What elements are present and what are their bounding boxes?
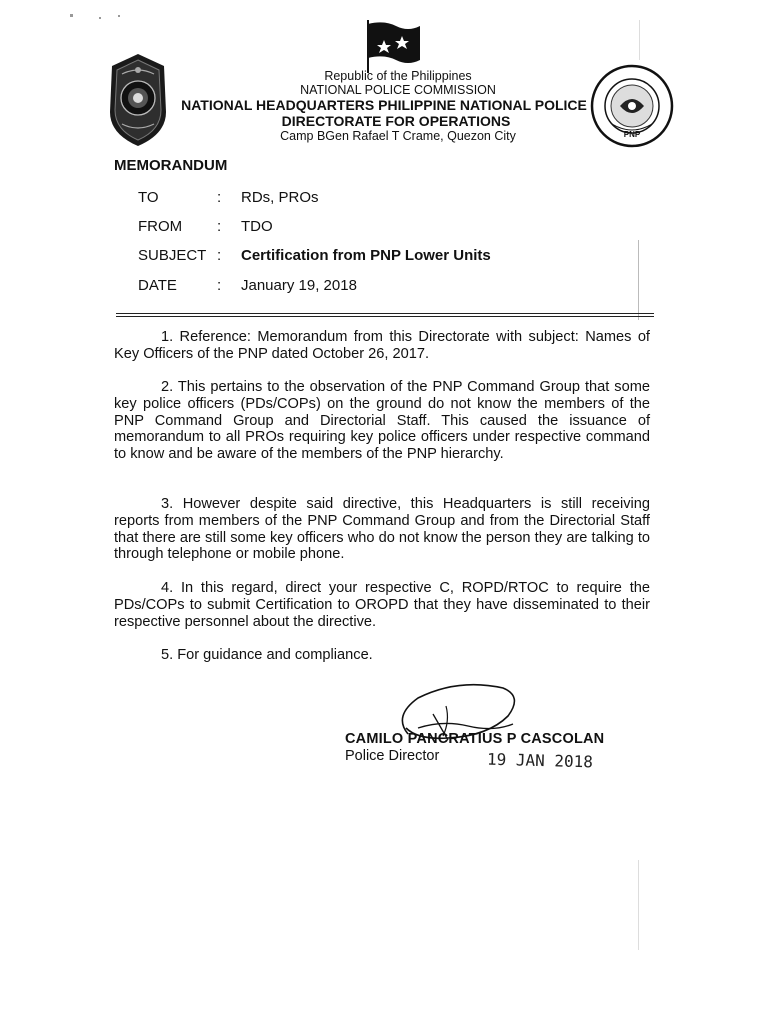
scan-speck — [70, 14, 73, 17]
paragraph-5: 5. For guidance and compliance. — [161, 647, 373, 663]
seal-text-bottom: PNP — [623, 130, 641, 139]
field-value: Certification from PNP Lower Units — [241, 247, 491, 264]
header-divider — [116, 316, 654, 317]
paragraph-4: 4. In this regard, direct your respective C, ROPD/RTOC to require the PDs/COPs to submit Certification to OROPD that they have disseminated to their respective personnel about the directive. — [114, 580, 650, 630]
field-value: RDs, PROs — [241, 189, 319, 206]
field-key: DATE — [138, 277, 177, 294]
scan-edge-line — [639, 20, 640, 60]
field-value: TDO — [241, 218, 273, 235]
headquarters-line: NATIONAL HEADQUARTERS PHILIPPINE NATIONAL POLICE — [181, 97, 587, 113]
scan-edge-line — [638, 860, 639, 950]
paragraph-3: 3. However despite said directive, this Headquarters is still receiving reports from members of the PNP Command Group and from the Directorial Staff that there are still some key officers who do not know the person they are talking to through telephone or mobile phone. — [114, 496, 650, 563]
memo-title: MEMORANDUM — [114, 157, 228, 174]
flag-icon — [362, 18, 424, 74]
directorate-line: DIRECTORATE FOR OPERATIONS — [281, 113, 511, 129]
header-divider — [116, 313, 654, 314]
field-colon: : — [217, 277, 222, 294]
scan-speck — [118, 15, 120, 17]
field-colon: : — [217, 247, 222, 264]
commission-line: NATIONAL POLICE COMMISSION — [300, 83, 496, 97]
field-colon: : — [217, 218, 222, 235]
field-key: SUBJECT — [138, 247, 207, 264]
republic-line: Republic of the Philippines — [324, 69, 472, 83]
field-value: January 19, 2018 — [241, 277, 357, 294]
field-key: FROM — [138, 218, 183, 235]
paragraph-1: 1. Reference: Memorandum from this Directorate with subject: Names of Key Officers of the PNP dated October 26, 2017. — [114, 329, 650, 362]
field-key: TO — [138, 189, 159, 206]
date-stamp: 19 JAN 2018 — [486, 749, 594, 772]
signatory-name: CAMILO PANCRATIUS P CASCOLAN — [345, 731, 605, 747]
camp-line: Camp BGen Rafael T Crame, Quezon City — [280, 129, 516, 143]
signatory-title: Police Director — [345, 748, 440, 764]
scan-edge-line — [638, 240, 639, 320]
paragraph-2: 2. This pertains to the observation of the PNP Command Group that some key police officers (PDs/COPs) on the ground do not know the members of the PNP Command Group and Directorial Staff. This caused the issuance of memorandum to all PROs requiring key police officers under respective command to know and be aware of the members of the PNP hierarchy. — [114, 379, 650, 463]
field-colon: : — [217, 189, 222, 206]
scan-speck — [99, 17, 101, 19]
